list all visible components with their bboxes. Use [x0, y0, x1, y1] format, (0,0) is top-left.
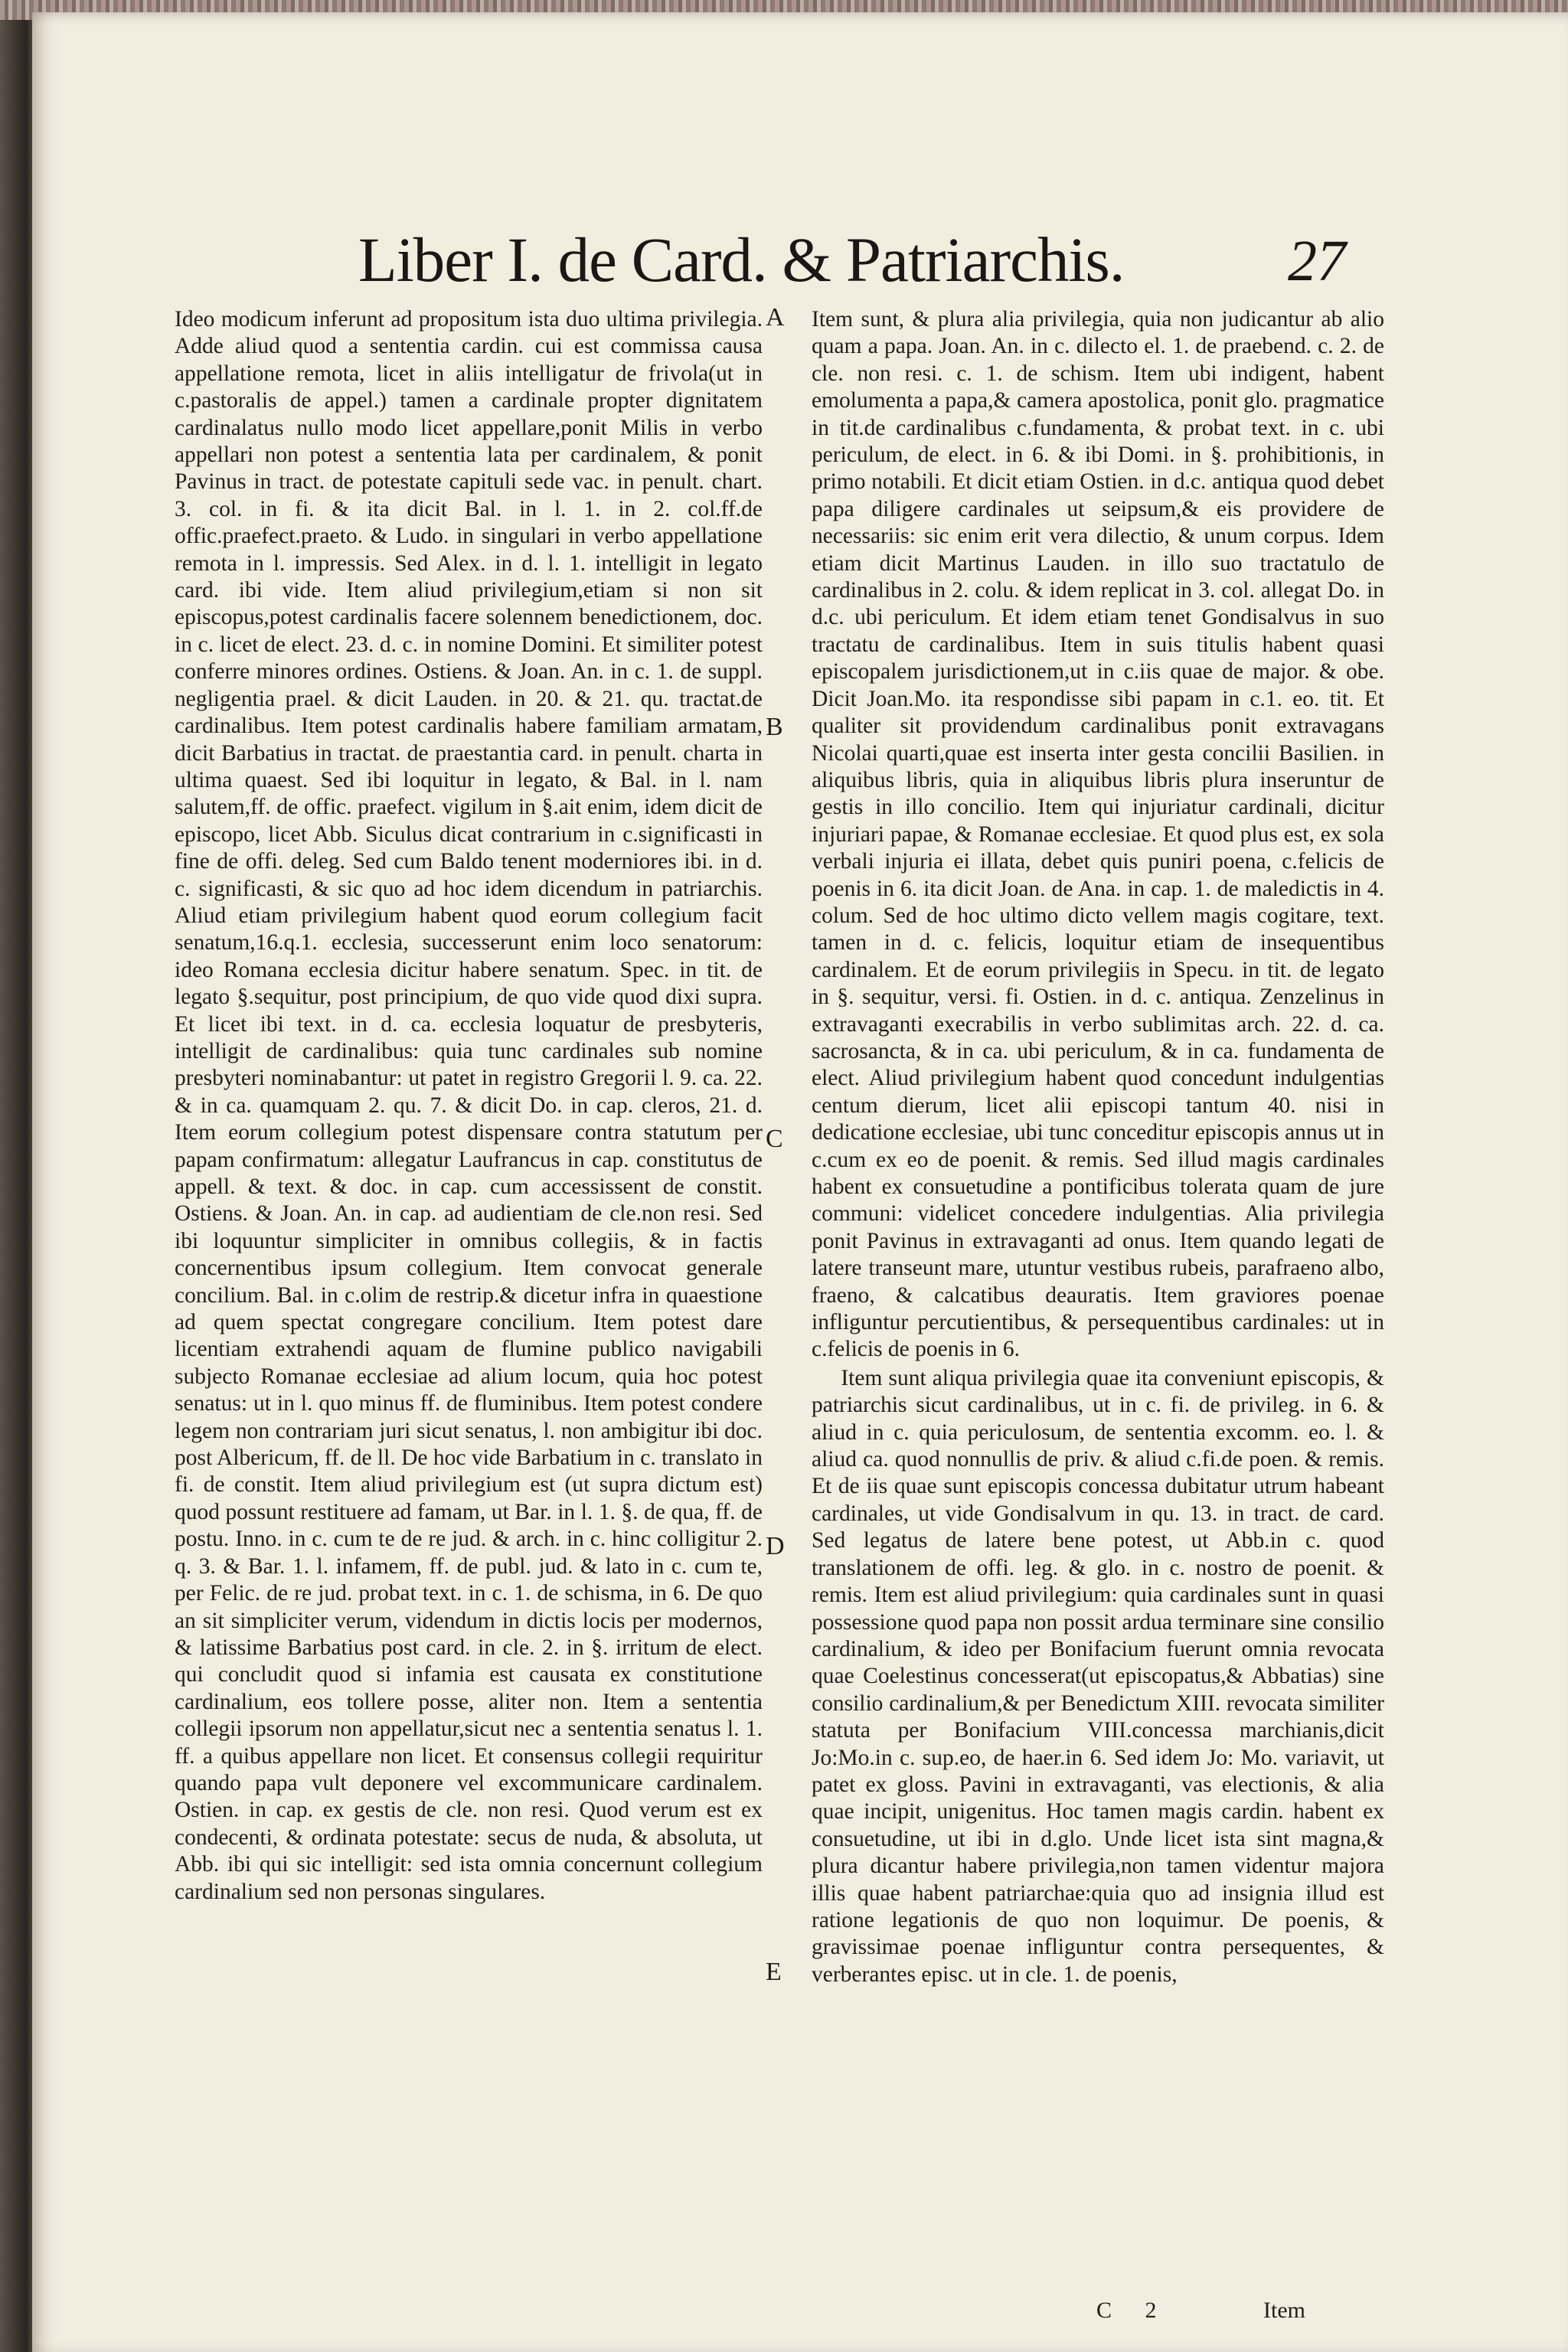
right-paragraph-2: Item sunt aliqua privilegia quae ita conveniunt episcopis, & patriarchis sicut cardinalibus, ut in c. fi. de privileg. in 6. & aliud in c. quia periculosum, de sententia excomm. eo. l. & aliud ca. quod nonnullis de priv. & aliud c.fi.de poen. & remis. Et de iis quae sunt episcopis concessa dubitatur utrum habeant cardinales, ut vide Gondisalvum in qu. 13. in tract. de card. Sed legatus de latere bene potest, ut Abb.in c. quod translationem de offi. leg. & glo. in c. nostro de poenit. & remis. Item est aliud privilegium: quia cardinales sunt in quasi possessione quod papa non possit ardua terminare sine consilio cardinalium, & ideo per Bonifacium fuerunt omnia revocata quae Coelestinus concesserat(ut episcopatus,& Abbatias) sine consilio cardinalium,& per Benedictum XIII. revocata similiter statuta per Bonifacium VIII.concessa marchianis,dicit Jo:Mo.in c. sup.eo, de haer.in 6. Sed idem Jo: Mo. variavit, ut patet ex gloss. Pavini in extravaganti, vas electionis, & alia quae incipit, unigenitus. Hoc tamen magis cardin. habent ex consuetudine, ut ibi in d.glo. Unde licet ista sint magna,& plura dicantur habere privilegia,non tamen videntur majora illis quae habent patriarchae:quia quo ad insignia illud est ratione legationis de quo non loquimur. De poenis, & gravissimae poenae infliguntur contra persequentes, & verberantes episc. ut in cle. 1. de poenis,	[812, 1365, 1384, 1987]
section-marker-b: B	[766, 713, 783, 741]
left-column	[175, 306, 763, 2239]
section-marker-d: D	[766, 1532, 785, 1560]
signature-mark: C 2	[1096, 2298, 1171, 2323]
section-marker-c: C	[766, 1125, 783, 1153]
section-marker-a: A	[766, 303, 785, 332]
catchword: Item	[1263, 2298, 1305, 2323]
page-header	[328, 225, 1346, 294]
page-number: 27	[1288, 229, 1346, 293]
running-title: Liber I. de Card. & Patriarchis.	[358, 224, 1125, 295]
right-paragraph-1: Item sunt, & plura alia privilegia, quia non judicantur ab alio quam a papa. Joan. An. in c. dilecto el. 1. de praebend. c. 2. de cle. non resi. c. 1. de schism. Item ubi indigent, habent emolumenta a papa,& camera apostolica, ponit glo. pragmatice in tit.de cardinalibus c.fundamenta, & probat text. in c. ubi periculum, de elect. in 6. & ibi Domi. in §. prohibitionis, in primo notabili. Et dicit etiam Ostien. in d.c. antiqua quod debet papa diligere cardinales ut seipsum,& eis providere de necessariis: sic enim erit vera dilectio, & unum corpus. Idem etiam dicit Martinus Lauden. in illo suo tractatulo de cardinalibus in 2. colu. & idem replicat in 3. col. allegat Do. in d.c. ubi periculum. Et idem etiam tenet Gondisalvus in suo tractatu de cardinalibus. Item in suis titulis habent quasi episcopalem jurisdictionem,ut in c.iis quae de major. & obe. Dicit Joan.Mo. ita respondisse sibi papam in c.1. eo. tit. Et qualiter sit providendum cardinalibus ponit extravagans Nicolai quarti,quae est inserta inter gesta concilii Basilien. in aliquibus libris, quia in aliquibus libris plura inseruntur de gestis in illo concilio. Item qui injuriatur cardinali, dicitur injuriari papae, & Romanae ecclesiae. Et quod plus est, ex sola verbali injuria ei illata, debet quis puniri poena, c.felicis de poenis in 6. ita dicit Joan. de Ana. in cap. 1. de maledictis in 4. colum. Sed de hoc ultimo dicto vellem magis cogitare, text. tamen in d. c. felicis, loquitur etiam de insequentibus cardinalem. Et de eorum privilegiis in Specu. in tit. de legato in §. sequitur, versi. fi. Ostien. in d. c. antiqua. Zenzelinus in extravaganti execrabilis in verbo sublimitas arch. 22. d. ca. sacrosancta, & in ca. ubi periculum, & in ca. fundamenta de elect. Aliud privilegium habent quod concedunt indulgentias centum dierum, licet alii episcopi tantum 40. nisi in dedicatione ecclesiae, ubi tunc conceditur episcopis annus ut in c.cum ex eo de poenit. & remis. Sed illud magis cardinales habent ex consuetudine a pontificibus tolerata quam de jure communi: videlicet concedere indulgentias. Alia privilegia ponit Pavinus in extravaganti ad onus. Item quando legati de latere transeunt mare, utuntur vestibus rubeis, parafraeno albo, fraeno, & calcatibus deauratis. Item graviores poenae infliguntur percutientibus, & persequentibus cardinales: ut in c.felicis de poenis in 6.	[812, 307, 1384, 1362]
left-paragraph: Ideo modicum inferunt ad propositum ista duo ultima privilegia. Adde aliud quod a sententia cardin. cui est commissa causa appellatione remota, licet in aliis intelligatur de frivola(ut in c.pastoralis de appel.) tamen a cardinale propter dignitatem cardinalatus nullo modo licet appellare,ponit Milis in verbo appellari non potest a sententia lata per cardinalem, & ponit Pavinus in tract. de potestate capituli sede vac. in penult. chart. 3. col. in fi. & ita dicit Bal. in l. 1. in 2. col.ff.de offic.praefect.praeto. & Ludo. in singulari in verbo appellatione remota in l. impressis. Sed Alex. in d. l. 1. intelligit in legato card. ibi vide. Item aliud privilegium,etiam si non sit episcopus,potest cardinalis facere solennem benedictionem, doc. in c. licet de elect. 23. d. c. in nomine Domini. Et similiter potest conferre minores ordines. Ostiens. & Joan. An. in c. 1. de suppl. negligentia prael. & dicit Lauden. in 20. & 21. qu. tractat.de cardinalibus. Item potest cardinalis habere familiam armatam, dicit Barbatius in tractat. de praestantia card. in penult. charta in ultima quaest. Sed ibi loquitur in legato, & Bal. in l. nam salutem,ff. de offic. praefect. vigilum in §.ait enim, idem dicit de episcopo, licet Abb. Siculus dicat contrarium in c.significasti in fine de offi. deleg. Sed cum Baldo tenent moderniores ibi. in d. c. significasti, & sic quo ad hoc idem dicendum in patriarchis. Aliud etiam privilegium habent quod eorum collegium facit senatum,16.q.1. ecclesia, successerunt enim loco senatorum: ideo Romana ecclesia dicitur habere senatum. Spec. in tit. de legato §.sequitur, post principium, de quo vide quod dixi supra. Et licet ibi text. in d. ca. ecclesia loquatur de presbyteris, intelligit de cardinalibus: quia tunc cardinales sub nomine presbyteri nominabantur: ut patet in registro Gregorii l. 9. ca. 22. & in ca. quamquam 2. qu. 7. & dicit Do. in cap. cleros, 21. d. Item eorum collegium potest dispensare contra statutum per papam confirmatum: allegatur Laufrancus in cap. constitutus de appell. & text. & doc. in cap. cum accessissent de constit. Ostiens. & Joan. An. in cap. ad audientiam de cle.non resi. Sed ibi loquuntur simpliciter in omnibus collegiis, & in factis concernentibus ipsum collegium. Item convocat generale concilium. Bal. in c.olim de restrip.& dicetur infra in quaestione ad quem spectat congregare concilium. Item potest dare licentiam extrahendi aquam de flumine publico navigabili subjecto Romanae ecclesiae ad alium locum, quia hoc potest senatus: ut in l. quo minus ff. de fluminibus. Item potest condere legem non contrariam juri sicut senatus, l. non ambigitur ibi doc. post Albericum, ff. de ll. De hoc vide Barbatium in c. translato in fi. de constit. Item aliud privilegium est (ut supra dictum est) quod possunt restituere ad famam, ut Bar. in l. 1. §. de qua, ff. de postu. Inno. in c. cum te de re jud. & arch. in c. hinc colligitur 2. q. 3. & Bar. 1. l. infamem, ff. de publ. jud. & lato in c. cum te, per Felic. de re jud. probat text. in c. 1. de schisma, in 6. De quo an sit simpliciter verum, videndum in dictis locis per modernos, & latissime Barbatius post card. in cle. 2. in §. irritum de elect. qui concludit quod si infamia est causata ex constitutione cardinalium, eos tollere posse, aliter non. Item a sententia collegii ipsorum non appellatur,sicut nec a sententia senatus l. 1. ff. a quibus appellare non licet. Et consensus collegii requiritur quando papa vult deponere vel excommunicare cardinalem. Ostien. in cap. ex gestis de cle. non resi. Quod verum est ex condecenti, & ordinata potestate: secus de nuda, & absoluta, ut Abb. ibi qui sic intelligit: sed ista omnia concernunt collegium cardinalium sed non personas singulares.	[175, 307, 763, 1904]
right-column	[812, 306, 1384, 2239]
section-marker-e: E	[766, 1958, 782, 1986]
